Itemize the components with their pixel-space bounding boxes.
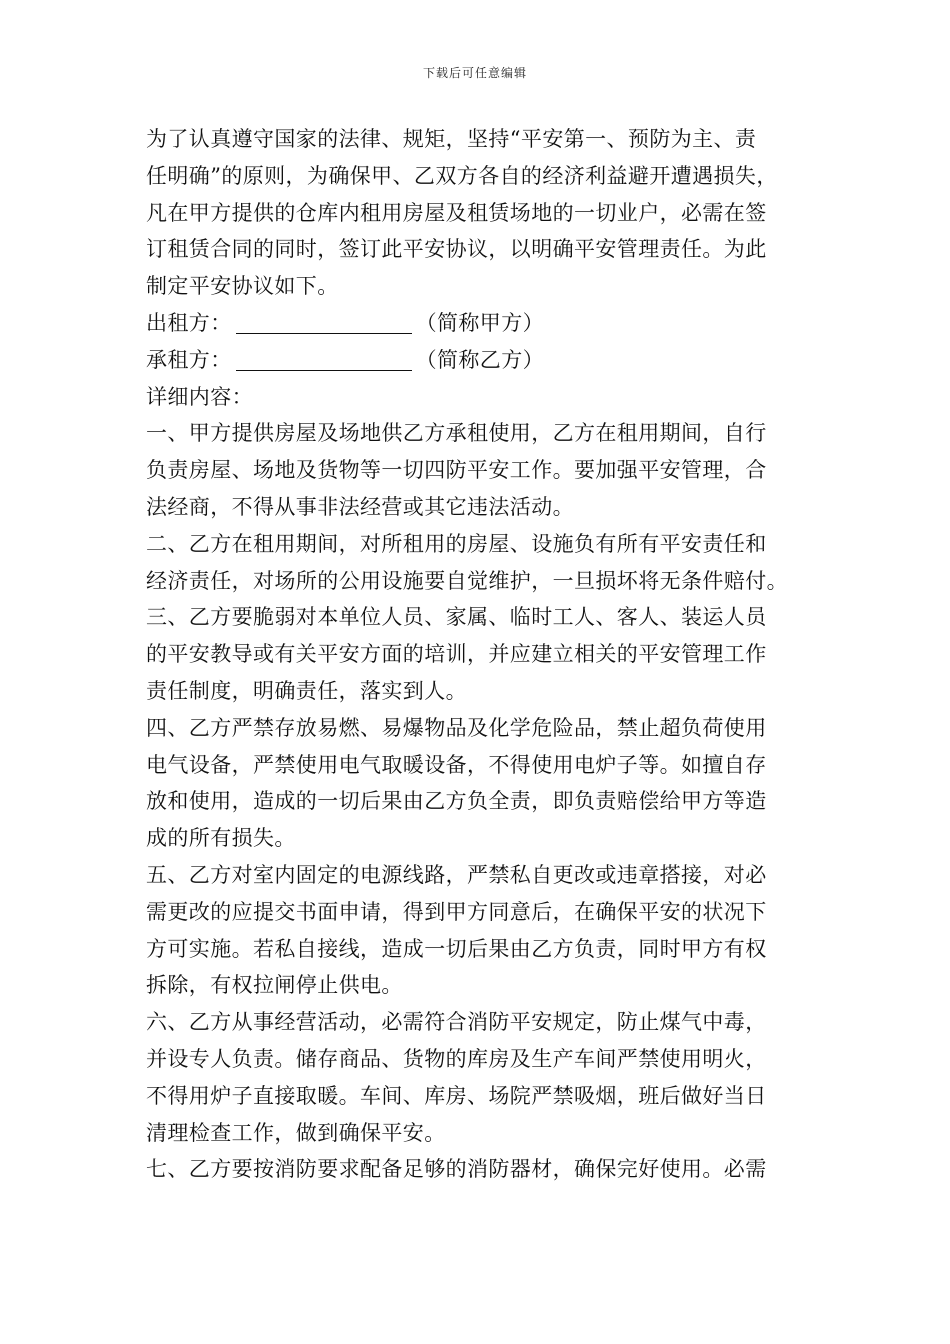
document-body xyxy=(146,121,814,1188)
lessor-suffix: （简称甲方） xyxy=(415,310,545,335)
clause-line: 三、乙方要脆弱对本单位人员、家属、临时工人、客人、装运人员 xyxy=(146,605,767,630)
lessor-label: 出租方： xyxy=(146,310,232,335)
intro-line: 任明确”的原则，为确保甲、乙双方各自的经济利益避开遭遇损失， xyxy=(146,163,778,188)
clause-line: 四、乙方严禁存放易燃、易爆物品及化学危险品，禁止超负荷使用 xyxy=(146,715,767,740)
lessee-label: 承租方： xyxy=(146,347,232,372)
clause-line: 的平安教导或有关平安方面的培训，并应建立相关的平安管理工作 xyxy=(146,642,767,667)
clause-line: 经济责任，对场所的公用设施要自觉维护，一旦损坏将无条件赔付。 xyxy=(146,568,788,593)
clause-line: 拆除，有权拉闸停止供电。 xyxy=(146,973,403,998)
clause-line: 一、甲方提供房屋及场地供乙方承租使用，乙方在租用期间，自行 xyxy=(146,421,767,446)
clause-line: 法经商，不得从事非法经营或其它违法活动。 xyxy=(146,494,574,519)
page-header: 下载后可任意编辑 xyxy=(422,66,527,80)
clause-line: 方可实施。若私自接线，造成一切后果由乙方负责，同时甲方有权 xyxy=(146,936,767,961)
lessee-row xyxy=(146,342,814,379)
lessor-blank-field xyxy=(236,313,412,334)
clause-line: 七、乙方要按消防要求配备足够的消防器材，确保完好使用。必需 xyxy=(146,1157,767,1182)
clause-line: 放和使用，造成的一切后果由乙方负全责，即负责赔偿给甲方等造 xyxy=(146,789,767,814)
intro-line: 凡在甲方提供的仓库内租用房屋及租赁场地的一切业户，必需在签 xyxy=(146,200,767,225)
lessee-blank-field xyxy=(236,350,412,371)
details-heading: 详细内容： xyxy=(146,384,253,409)
lessee-suffix: （简称乙方） xyxy=(415,347,545,372)
clause-line: 五、乙方对室内固定的电源线路，严禁私自更改或违章搭接，对必 xyxy=(146,862,767,887)
clause-line: 并设专人负责。储存商品、货物的库房及生产车间严禁使用明火， xyxy=(146,1046,767,1071)
clause-line: 负责房屋、场地及货物等一切四防平安工作。要加强平安管理，合 xyxy=(146,458,767,483)
intro-line: 订租赁合同的同时，签订此平安协议，以明确平安管理责任。为此 xyxy=(146,237,767,262)
intro-line: 为了认真遵守国家的法律、规矩，坚持“平安第一、预防为主、责 xyxy=(146,127,757,151)
clause-line: 责任制度，明确责任，落实到人。 xyxy=(146,678,467,703)
clause-line: 电气设备，严禁使用电气取暖设备，不得使用电炉子等。如擅自存 xyxy=(146,752,767,777)
clause-line: 不得用炉子直接取暖。车间、库房、场院严禁吸烟，班后做好当日 xyxy=(146,1083,767,1108)
intro-line: 制定平安协议如下。 xyxy=(146,274,339,299)
clause-line: 需更改的应提交书面申请，得到甲方同意后，在确保平安的状况下 xyxy=(146,899,767,924)
clause-line: 六、乙方从事经营活动，必需符合消防平安规定，防止煤气中毒， xyxy=(146,1010,767,1035)
clause-line: 清理检查工作，做到确保平安。 xyxy=(146,1120,446,1145)
clause-line: 成的所有损失。 xyxy=(146,826,296,851)
lessor-row xyxy=(146,305,814,342)
clause-line: 二、乙方在租用期间，对所租用的房屋、设施负有所有平安责任和 xyxy=(146,531,767,556)
